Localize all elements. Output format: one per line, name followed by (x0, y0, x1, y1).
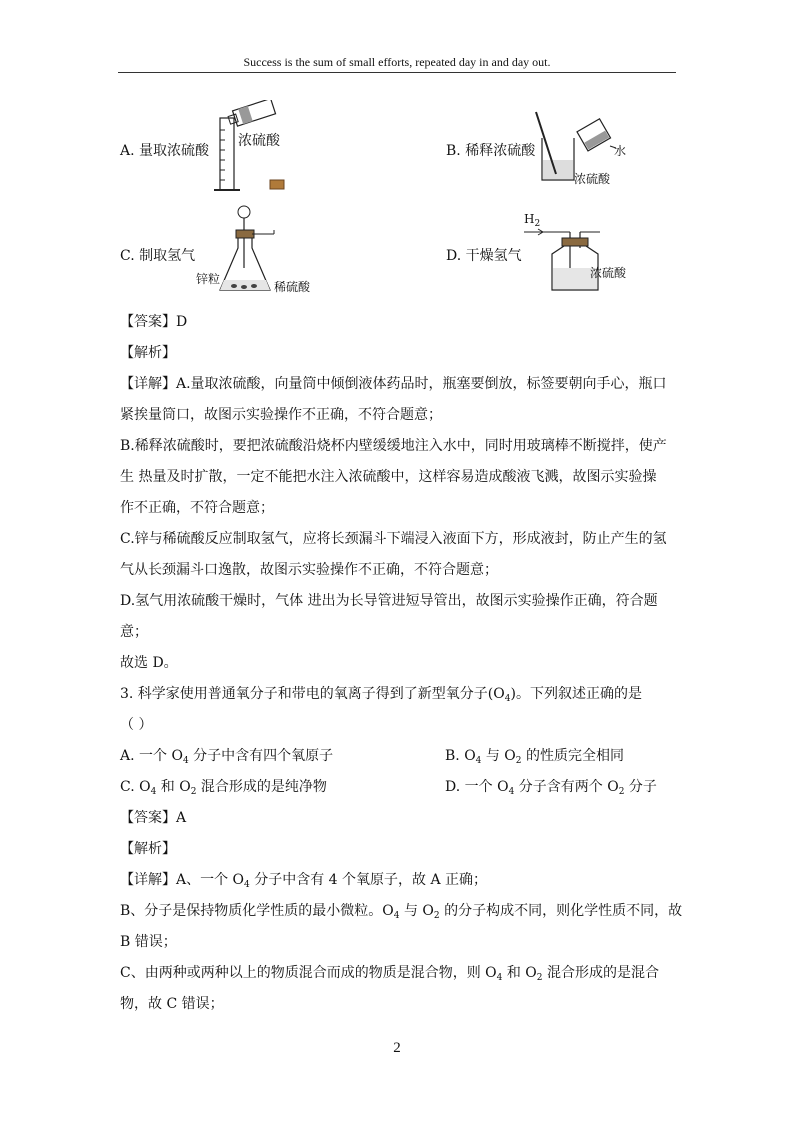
figure-a-acid-label: 浓硫酸 (238, 133, 280, 149)
q2-answer: 【答案】D (120, 314, 188, 330)
q2-analysis-line: B.稀释浓硫酸时，要把浓硫酸沿烧杯内壁缓缓地注入水中，同时用玻璃棒不断搅拌，使产 (120, 438, 667, 454)
figure-d-gas-label: $H_2$ (524, 212, 541, 229)
q2-analysis-line: 故选 D。 (120, 655, 178, 671)
figure-dry-hydrogen (522, 210, 642, 294)
q3-analysis-line: 【详解】A、一个 $O_4$ 分子中含有 4 个氧原子，故 A 正确； (120, 872, 488, 890)
q3-answer: 【答案】A (120, 810, 187, 826)
figure-c-zinc-label: 锌粒 (196, 272, 221, 286)
q2-analysis-line: 紧挨量筒口，故图示实验操作不正确，不符合题意； (120, 407, 442, 423)
header-rule (118, 72, 676, 73)
q2-analysis-line: D.氢气用浓硫酸干燥时，气体 进出为长导管进短导管出，故图示实验操作正确，符合题 (120, 593, 658, 609)
q3-analysis-line: B 错误； (120, 934, 177, 950)
q3-analysis-line: B、分子是保持物质化学性质的最小微粒。$O_4$ 与 $O_2$ 的分子构成不同，则化学性质不同，故 (120, 903, 683, 921)
page-number: 2 (393, 1040, 401, 1056)
q2-analysis-line: 意； (120, 624, 148, 640)
figure-b-acid-label: 浓硫酸 (574, 172, 611, 186)
figure-c-acid-label: 稀硫酸 (274, 280, 311, 294)
figure-d-acid-label: 浓硫酸 (590, 266, 627, 280)
option-b-label: B. 稀释浓硫酸 (446, 143, 536, 159)
q3-option-a: A. 一个 $O_4$ 分子中含有四个氧原子 (120, 748, 334, 766)
q2-analysis-line: 作不正确，不符合题意； (120, 500, 274, 516)
q3-analysis-line: 物，故 C 错误； (120, 996, 224, 1012)
q2-analysis-line: 生 热量及时扩散，一定不能把水注入浓硫酸中，这样容易造成酸液飞溅，故图示实验操 (120, 469, 657, 485)
q3-option-b: B. $O_4$ 与 $O_2$ 的性质完全相同 (445, 748, 624, 766)
figure-measure-acid (210, 100, 310, 195)
q2-analysis-line: C.锌与稀硫酸反应制取氢气，应将长颈漏斗下端浸入液面下方，形成液封，防止产生的氢 (120, 531, 667, 547)
option-d-label: D. 干燥氢气 (446, 248, 522, 264)
figure-dilute-acid (530, 108, 640, 190)
q3-analysis-line: C、由两种或两种以上的物质混合而成的物质是混合物，则 $O_4$ 和 $O_2$ 混合形成的是混合 (120, 965, 659, 983)
q3-stem: 3. 科学家使用普通氧分子和带电的氧离子得到了新型氧分子$(O_4)$。下列叙述正确的是 (120, 686, 642, 704)
q3-analysis-title: 【解析】 (120, 841, 176, 857)
q2-analysis-line: 气从长颈漏斗口逸散，故图示实验操作不正确，不符合题意； (120, 562, 498, 578)
q3-answer-bracket: （ ） (120, 717, 153, 733)
figure-b-water-label: 水 (614, 144, 627, 158)
q2-analysis-line: 【详解】A.量取浓硫酸，向量筒中倾倒液体药品时，瓶塞要倒放，标签要朝向手心，瓶口 (120, 376, 667, 392)
q2-analysis-title: 【解析】 (120, 345, 176, 361)
figure-produce-hydrogen (196, 204, 316, 296)
q3-option-c: C. $O_4$ 和 $O_2$ 混合形成的是纯净物 (120, 779, 327, 797)
option-a-label: A. 量取浓硫酸 (120, 143, 210, 159)
page-header-motto: Success is the sum of small efforts, repeated day in and day out. (243, 55, 551, 69)
option-c-label: C. 制取氢气 (120, 248, 196, 264)
q3-option-d: D. 一个 $O_4$ 分子含有两个 $O_2$ 分子 (445, 779, 657, 797)
